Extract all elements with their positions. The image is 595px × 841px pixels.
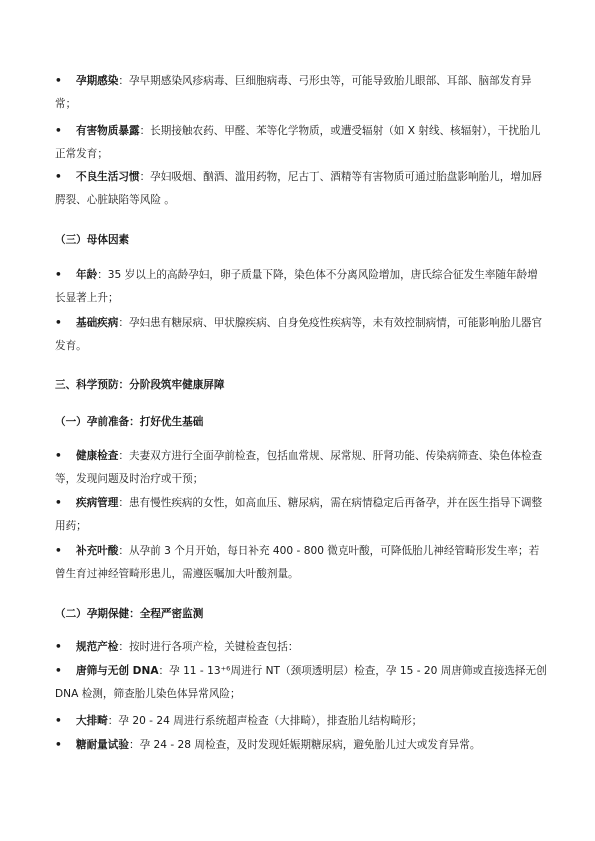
chapter-heading: 三、科学预防：分阶段筑牢健康屏障 (55, 379, 225, 391)
item-term: 孕期感染 (76, 75, 119, 87)
item-term: 规范产检 (76, 641, 119, 653)
item-text: 35 岁以上的高龄孕妇，卵子质量下降，染色体不分离风险增加，唐氏综合征发生率随年龄增长显著上升； (55, 269, 538, 304)
list-item: • 孕期感染：孕早期感染风疹病毒、巨细胞病毒、弓形虫等，可能导致胎儿眼部、耳部、脑部发育异常； (55, 70, 547, 116)
item-text: 孕早期感染风疹病毒、巨细胞病毒、弓形虫等，可能导致胎儿眼部、耳部、脑部发育异常； (55, 75, 532, 110)
bullet-icon: • (55, 715, 62, 727)
item-text: 孕 11 - 13⁺⁶周进行 NT（颈项透明层）检查，孕 15 - 20 周唐筛或直接选择无创 DNA 检测，筛查胎儿染色体异常风险； (55, 665, 547, 700)
item-term: 大排畸 (76, 715, 108, 727)
list-item: • 健康检查：夫妻双方进行全面孕前检查，包括血常规、尿常规、肝肾功能、传染病筛查、染色体检查等，发现问题及时治疗或干预； (55, 445, 547, 491)
bullet-icon: • (55, 125, 62, 137)
bullet-icon: • (55, 171, 62, 183)
list-item: • 疾病管理：患有慢性疾病的女性，如高血压、糖尿病，需在病情稳定后再备孕，并在医生指导下调整用药； (55, 492, 547, 538)
bullet-icon: • (55, 739, 62, 751)
item-term: 糖耐量试验 (76, 739, 129, 751)
bullet-icon: • (55, 665, 62, 677)
list-item: • 基础疾病：孕妇患有糖尿病、甲状腺疾病、自身免疫性疾病等，未有效控制病情，可能影响胎儿器官发育。 (55, 312, 547, 358)
list-item: • 规范产检：按时进行各项产检，关键检查包括： (55, 636, 547, 659)
item-term: 唐筛与无创 DNA (76, 665, 159, 677)
section-heading: （二）孕期保健：全程严密监测 (55, 608, 204, 620)
item-text: 孕妇患有糖尿病、甲状腺疾病、自身免疫性疾病等，未有效控制病情，可能影响胎儿器官发育。 (55, 317, 543, 352)
item-term: 疾病管理 (76, 497, 119, 509)
list-item: • 唐筛与无创 DNA：孕 11 - 13⁺⁶周进行 NT（颈项透明层）检查，孕 15 - 20 周唐筛或直接选择无创 DNA 检测，筛查胎儿染色体异常风险； (55, 660, 547, 706)
list-item: • 有害物质暴露：长期接触农药、甲醛、苯等化学物质，或遭受辐射（如 X 射线、核辐射），干扰胎儿正常发育； (55, 120, 547, 166)
bullet-icon: • (55, 641, 62, 653)
section-heading: （三）母体因素 (55, 234, 130, 246)
bullet-icon: • (55, 269, 62, 281)
item-text: 按时进行各项产检，关键检查包括： (128, 641, 299, 653)
item-term: 有害物质暴露 (76, 125, 140, 137)
item-text: 夫妻双方进行全面孕前检查，包括血常规、尿常规、肝肾功能、传染病筛查、染色体检查等，发现问题及时治疗或干预； (55, 450, 543, 485)
bullet-icon: • (55, 317, 62, 329)
list-item: • 糖耐量试验：孕 24 - 28 周检查，及时发现妊娠期糖尿病，避免胎儿过大或发育异常。 (55, 734, 547, 757)
item-term: 年龄 (76, 269, 98, 281)
list-item: • 年龄：35 岁以上的高龄孕妇，卵子质量下降，染色体不分离风险增加，唐氏综合征发生率随年龄增长显著上升； (55, 264, 547, 310)
item-text: 长期接触农药、甲醛、苯等化学物质，或遭受辐射（如 X 射线、核辐射），干扰胎儿正常发育； (55, 125, 541, 160)
item-term: 健康检查 (76, 450, 119, 462)
list-item: • 补充叶酸：从孕前 3 个月开始，每日补充 400 - 800 微克叶酸，可降低胎儿神经管畸形发生率；若曾生育过神经管畸形患儿，需遵医嘱加大叶酸剂量。 (55, 540, 547, 586)
item-text: 患有慢性疾病的女性，如高血压、糖尿病，需在病情稳定后再备孕，并在医生指导下调整用药； (55, 497, 543, 532)
list-item: • 大排畸：孕 20 - 24 周进行系统超声检查（大排畸），排查胎儿结构畸形； (55, 710, 547, 733)
item-term: 基础疾病 (76, 317, 119, 329)
bullet-icon: • (55, 497, 62, 509)
item-text: 孕妇吸烟、酗酒、滥用药物，尼古丁、酒精等有害物质可通过胎盘影响胎儿，增加唇腭裂、心脏缺陷等风险 。 (55, 171, 543, 206)
bullet-icon: • (55, 450, 62, 462)
item-term: 不良生活习惯 (76, 171, 140, 183)
section-heading: （一）孕前准备：打好优生基础 (55, 416, 204, 428)
item-text: 孕 24 - 28 周检查，及时发现妊娠期糖尿病，避免胎儿过大或发育异常。 (139, 739, 481, 751)
item-text: 孕 20 - 24 周进行系统超声检查（大排畸），排查胎儿结构畸形； (118, 715, 423, 727)
list-item: • 不良生活习惯：孕妇吸烟、酗酒、滥用药物，尼古丁、酒精等有害物质可通过胎盘影响胎儿，增加唇腭裂、心脏缺陷等风险 。 (55, 166, 547, 212)
item-term: 补充叶酸 (76, 545, 119, 557)
bullet-icon: • (55, 545, 62, 557)
bullet-icon: • (55, 75, 62, 87)
item-text: 从孕前 3 个月开始，每日补充 400 - 800 微克叶酸，可降低胎儿神经管畸形发生率；若曾生育过神经管畸形患儿，需遵医嘱加大叶酸剂量。 (55, 545, 540, 580)
